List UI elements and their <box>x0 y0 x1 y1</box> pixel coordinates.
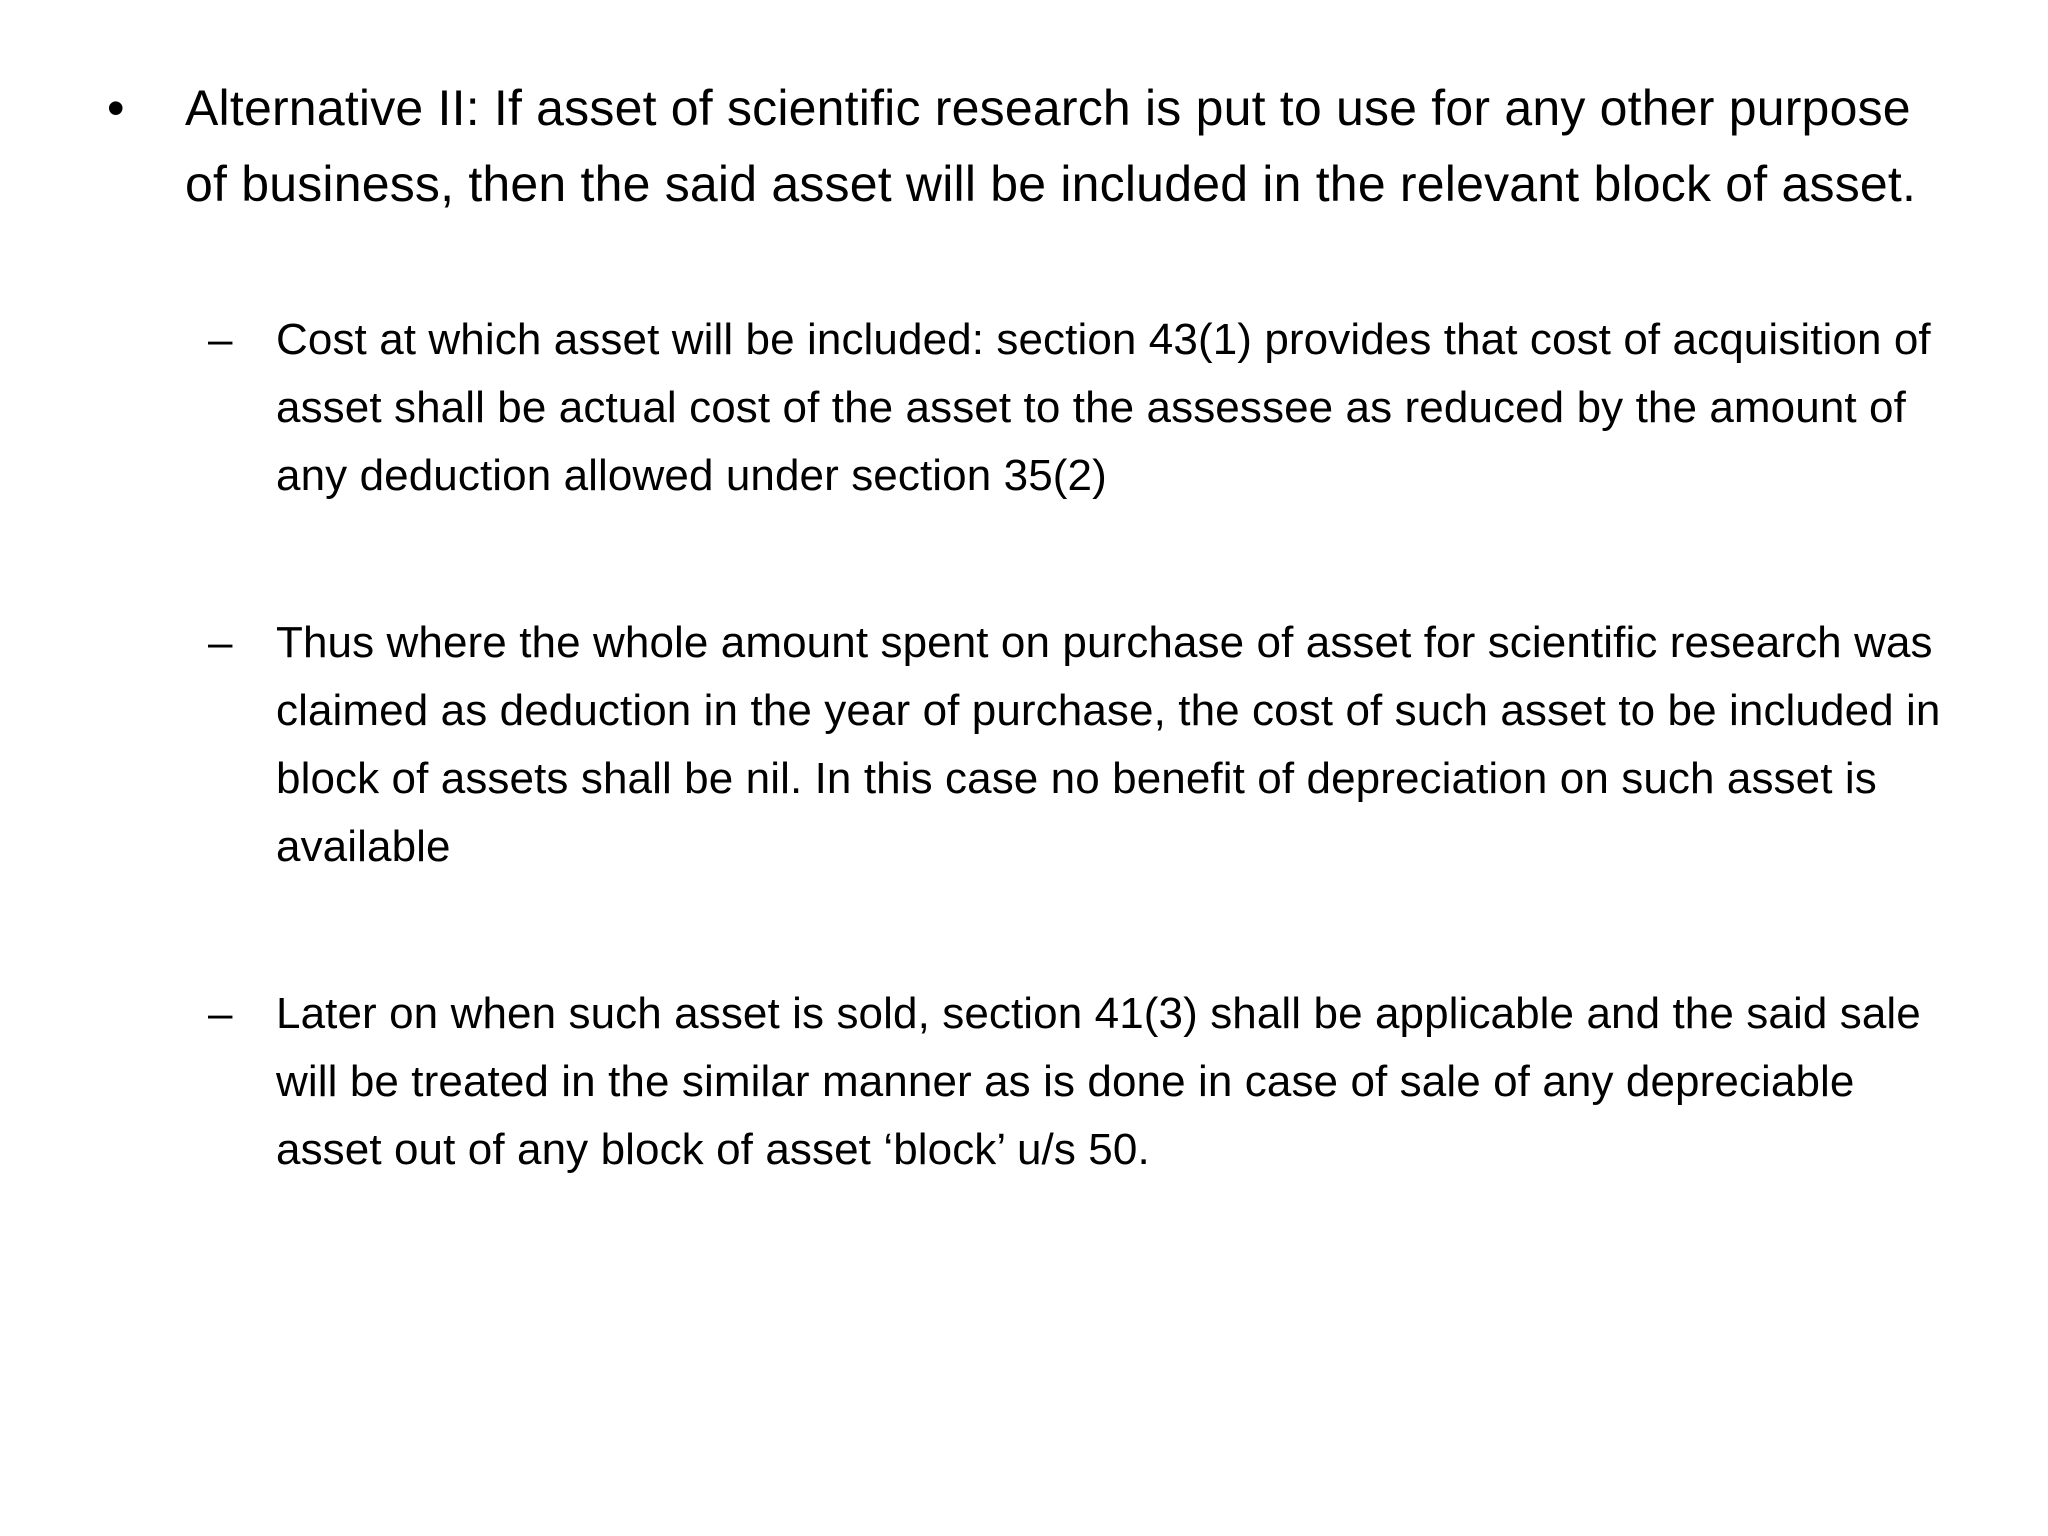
sub-bullet-text: Thus where the whole amount spent on purchase of asset for scientific research was claimed as deduction in the year of purchase, the cost of such asset to be included in block of assets shall be nil. In this case no benefit of depreciation on such asset is available <box>276 618 1941 871</box>
bullet-marker: • <box>107 80 125 136</box>
sub-bullet-text: Later on when such asset is sold, section 41(3) shall be applicable and the said sale will be treated in the similar manner as is done in case of sale of any depreciable asset out of any block of asset ‘block’ u/s 50. <box>276 989 1921 1174</box>
dash-marker: – <box>208 315 233 364</box>
main-bullet-text: Alternative II: If asset of scientific research is put to use for any other purpose of business, then the said asset will be included in the relevant block of asset. <box>185 80 1917 212</box>
dash-marker: – <box>208 618 233 667</box>
dash-marker: – <box>208 989 233 1038</box>
sub-bullet-text: Cost at which asset will be included: section 43(1) provides that cost of acquisition of asset shall be actual cost of the asset to the assessee as reduced by the amount of any deduction allowed under section 35(2) <box>276 315 1931 500</box>
